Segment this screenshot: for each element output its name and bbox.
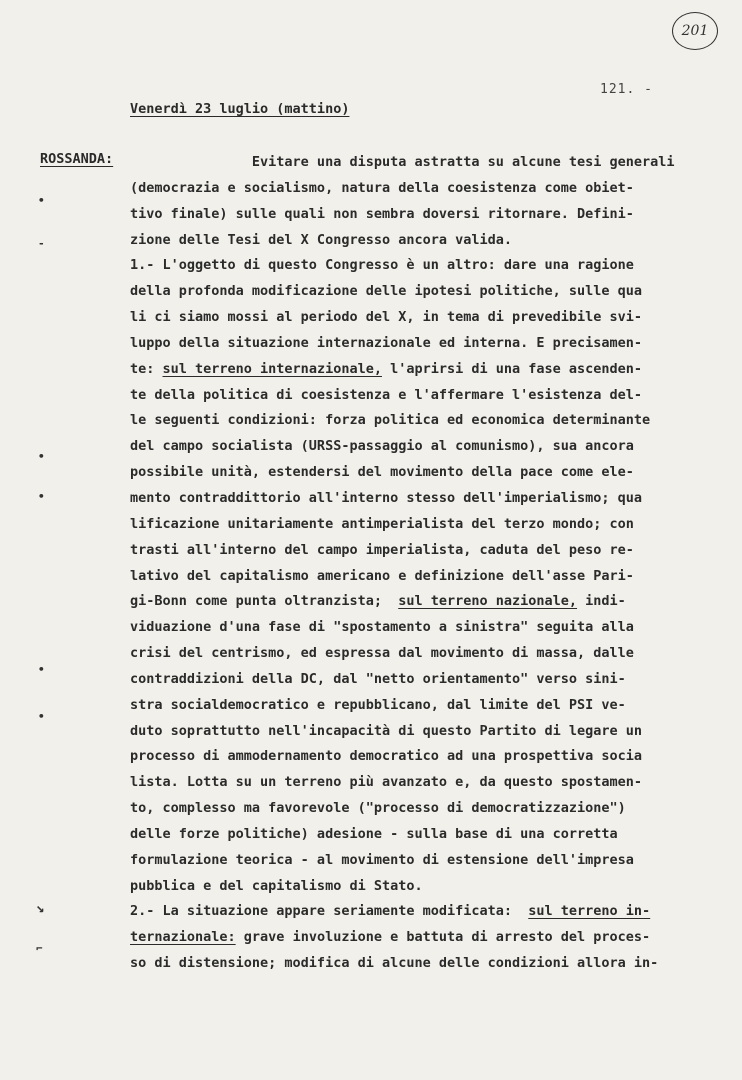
text-segment: crisi del centrismo, ed espressa dal movimento di massa, dalle <box>130 645 634 662</box>
date-heading: Venerdì 23 luglio (mattino) <box>130 101 350 117</box>
text-segment: luppo della situazione internazionale ed interna. E precisamen- <box>130 334 643 351</box>
text-segment: 1.- L'oggetto di questo Congresso è un altro: dare una ragione <box>130 257 634 274</box>
speaker-label: ROSSANDA: <box>40 151 114 167</box>
text-line <box>130 589 710 615</box>
text-segment: tivo finale) sulle quali non sembra doversi ritornare. Defini- <box>130 205 634 222</box>
text-segment: so di distensione; modifica di alcune delle condizioni allora in- <box>130 955 659 972</box>
text-segment: to, complesso ma favorevole ("processo di democratizzazione") <box>130 800 626 817</box>
text-line <box>130 202 710 228</box>
underlined-phrase: ternazionale: <box>130 929 236 946</box>
text-segment: lista. Lotta su un terreno più avanzato e, da questo spostamen- <box>130 774 643 791</box>
text-segment: le seguenti condizioni: forza politica ed economica determinante <box>130 412 651 429</box>
text-segment: mento contraddittorio all'interno stesso dell'imperialismo; qua <box>130 489 643 506</box>
body-text <box>130 150 710 977</box>
margin-mark: ↘ <box>36 900 45 916</box>
stamp-number: 201 <box>681 23 709 39</box>
text-segment: indi- <box>577 593 626 610</box>
text-line <box>130 460 710 486</box>
text-line <box>130 538 710 564</box>
archive-stamp <box>672 12 718 50</box>
text-line <box>130 408 710 434</box>
text-line <box>130 176 710 202</box>
text-line <box>130 228 710 254</box>
text-line <box>130 796 710 822</box>
text-line <box>130 925 710 951</box>
text-line <box>130 822 710 848</box>
text-line <box>130 874 710 900</box>
text-segment: delle forze politiche) adesione - sulla base di una corretta <box>130 825 618 842</box>
text-segment: viduazione d'una fase di "spostamento a sinistra" seguita alla <box>130 619 634 636</box>
text-line <box>130 564 710 590</box>
text-segment: processo di ammodernamento democratico ad una prospettiva socia <box>130 748 643 765</box>
text-segment: gi-Bonn come punta oltranzista; <box>130 593 399 610</box>
text-line <box>130 899 710 925</box>
text-line <box>130 719 710 745</box>
text-segment: zione delle Tesi del X Congresso ancora valida. <box>130 231 513 248</box>
underlined-phrase: sul terreno internazionale, <box>162 360 382 377</box>
text-line <box>130 150 710 176</box>
text-line <box>130 641 710 667</box>
page-number: 121. - <box>600 82 653 97</box>
text-segment: contraddizioni della DC, dal "netto orientamento" verso sini- <box>130 670 626 687</box>
text-segment: 2.- La situazione appare seriamente modificata: <box>130 903 529 920</box>
text-segment: lativo del capitalismo americano e definizione dell'asse Pari- <box>130 567 634 584</box>
margin-mark: - <box>38 237 45 250</box>
text-line <box>130 951 710 977</box>
margin-mark: • <box>38 194 45 207</box>
margin-mark: • <box>38 450 45 463</box>
underlined-phrase: sul terreno nazionale, <box>398 593 578 610</box>
text-line <box>130 512 710 538</box>
text-line <box>130 615 710 641</box>
text-segment: stra socialdemocratico e repubblicano, dal limite del PSI ve- <box>130 696 626 713</box>
text-line <box>130 486 710 512</box>
text-segment: possibile unità, estendersi del movimento della pace come ele- <box>130 464 634 481</box>
text-line <box>130 693 710 719</box>
margin-mark: • <box>38 663 45 676</box>
text-line <box>130 253 710 279</box>
text-segment: Evitare una disputa astratta su alcune tesi generali <box>130 154 675 170</box>
text-line <box>130 331 710 357</box>
text-segment: te: <box>130 360 163 377</box>
text-segment: formulazione teorica - al movimento di estensione dell'impresa <box>130 851 634 868</box>
margin-mark: • <box>38 490 45 503</box>
text-line <box>130 667 710 693</box>
text-line <box>130 434 710 460</box>
text-segment: (democrazia e socialismo, natura della coesistenza come obiet- <box>130 179 634 196</box>
margin-mark: • <box>38 710 45 723</box>
text-line <box>130 305 710 331</box>
text-segment: duto soprattutto nell'incapacità di questo Partito di legare un <box>130 722 643 739</box>
text-segment: pubblica e del capitalismo di Stato. <box>130 877 423 894</box>
text-line <box>130 848 710 874</box>
text-line <box>130 279 710 305</box>
text-segment: te della politica di coesistenza e l'affermare l'esistenza del- <box>130 386 643 403</box>
text-line <box>130 744 710 770</box>
text-segment: trasti all'interno del campo imperialista, caduta del peso re- <box>130 541 634 558</box>
margin-mark: ⌐ <box>36 942 43 955</box>
text-line <box>130 383 710 409</box>
text-segment: li ci siamo mossi al periodo del X, in tema di prevedibile svi- <box>130 309 643 326</box>
underlined-phrase: sul terreno in- <box>528 903 651 920</box>
text-segment: lificazione unitariamente antimperialista del terzo mondo; con <box>130 515 634 532</box>
text-line <box>130 770 710 796</box>
text-line <box>130 357 710 383</box>
text-segment: del campo socialista (URSS-passaggio al comunismo), sua ancora <box>130 438 634 455</box>
text-segment: della profonda modificazione delle ipotesi politiche, sulle qua <box>130 283 643 300</box>
text-segment: grave involuzione e battuta di arresto del proces- <box>235 929 651 946</box>
text-segment: l'aprirsi di una fase ascenden- <box>381 360 643 377</box>
